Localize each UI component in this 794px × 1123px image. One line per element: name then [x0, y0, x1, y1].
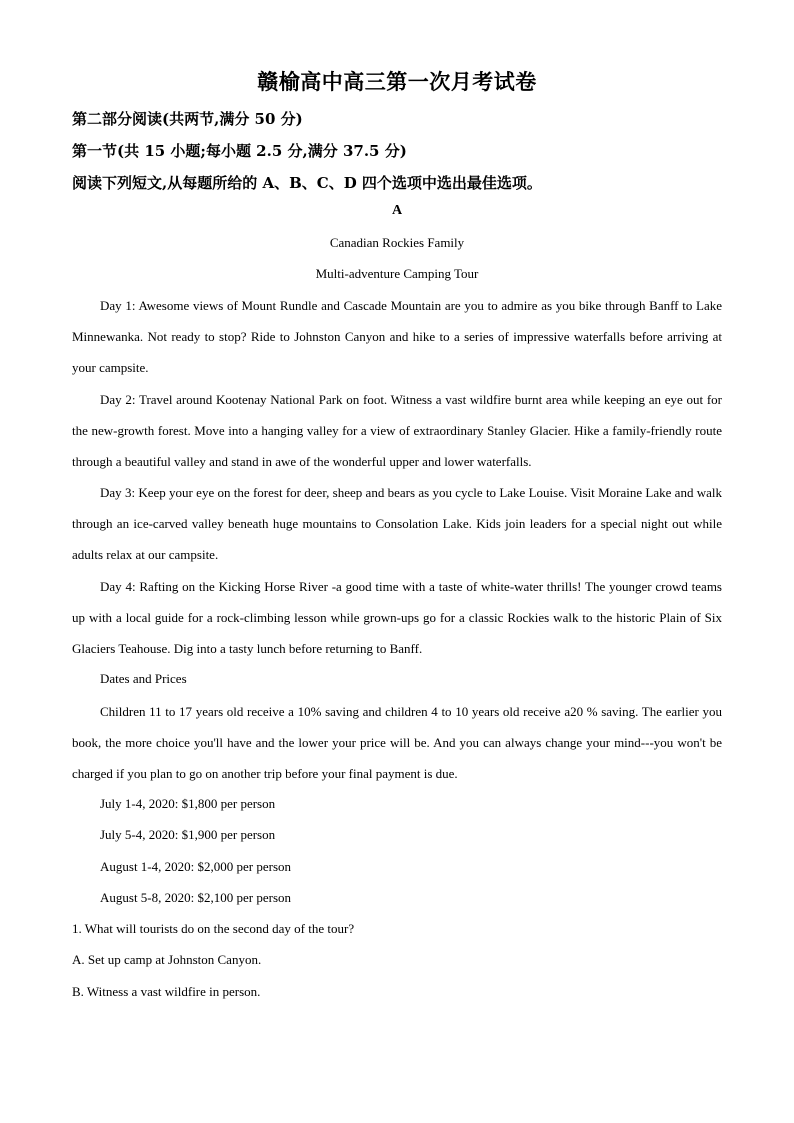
question-text: 1. What will tourists do on the second day of the tour? [72, 921, 355, 936]
dates-paragraph [72, 696, 722, 790]
day-2-paragraph [72, 384, 722, 478]
price-line: August 5-8, 2020: $2,100 per person [100, 890, 292, 905]
price-line: August 1-4, 2020: $2,000 per person [100, 859, 292, 874]
day-2-text: Day 2: Travel around Kootenay National Park on foot. Witness a vast wildfire burnt area while keeping an eye out for the new-growth forest. Move into a hanging valley for a view of extraordinary Stanley Glacier. Hike a family-friendly route through a beautiful valley and stand in awe of the wonderful upper and lower waterfalls. [72, 392, 722, 470]
passage-heading-2: Multi-adventure Camping Tour [315, 266, 479, 281]
day-4-paragraph [72, 571, 722, 665]
day-3-paragraph [72, 477, 722, 571]
section-header: 第二部分阅读(共两节,满分 50 分) [72, 110, 303, 128]
day-1-paragraph [72, 290, 722, 384]
option-a: A. Set up camp at Johnston Canyon. [72, 952, 262, 967]
price-line: July 1-4, 2020: $1,800 per person [100, 796, 276, 811]
day-1-text: Day 1: Awesome views of Mount Rundle and Cascade Mountain are you to admire as you bike through Banff to Lake Minnewanka. Not ready to stop? Ride to Johnston Canyon and hike to a series of impressive waterfalls before arriving at your campsite. [72, 298, 722, 376]
instructions: 阅读下列短文,从每题所给的 A、B、C、D 四个选项中选出最佳选项。 [72, 174, 542, 192]
page-title: 赣榆高中高三第一次月考试卷 [257, 69, 537, 94]
passage-heading-1: Canadian Rockies Family [329, 235, 465, 250]
option-b: B. Witness a vast wildfire in person. [72, 984, 261, 999]
passage-label: A [391, 203, 403, 218]
day-3-text: Day 3: Keep your eye on the forest for deer, sheep and bears as you cycle to Lake Louise. Visit Moraine Lake and walk through an ice-carved valley beneath huge mountains to Consolation Lake. Kids join leaders for a special night out while adults relax at our campsite. [72, 485, 722, 563]
dates-text: Children 11 to 17 years old receive a 10% saving and children 4 to 10 years old receive a20 % saving. The earlier you book, the more choice you'll have and the lower your price will be. And you can always change your mind---you won't be charged if you plan to go on another trip before your final payment is due. [72, 704, 722, 782]
sub-header: 第一节(共 15 小题;每小题 2.5 分,满分 37.5 分) [72, 142, 407, 160]
day-4-text: Day 4: Rafting on the Kicking Horse River -a good time with a taste of white-water thrills! The younger crowd teams up with a local guide for a rock-climbing lesson while grown-ups go for a classic Rockies walk to the historic Plain of Six Glaciers Teahouse. Dig into a tasty lunch before returning to Banff. [72, 579, 722, 657]
dates-heading: Dates and Prices [100, 671, 187, 686]
price-line: July 5-4, 2020: $1,900 per person [100, 827, 276, 842]
